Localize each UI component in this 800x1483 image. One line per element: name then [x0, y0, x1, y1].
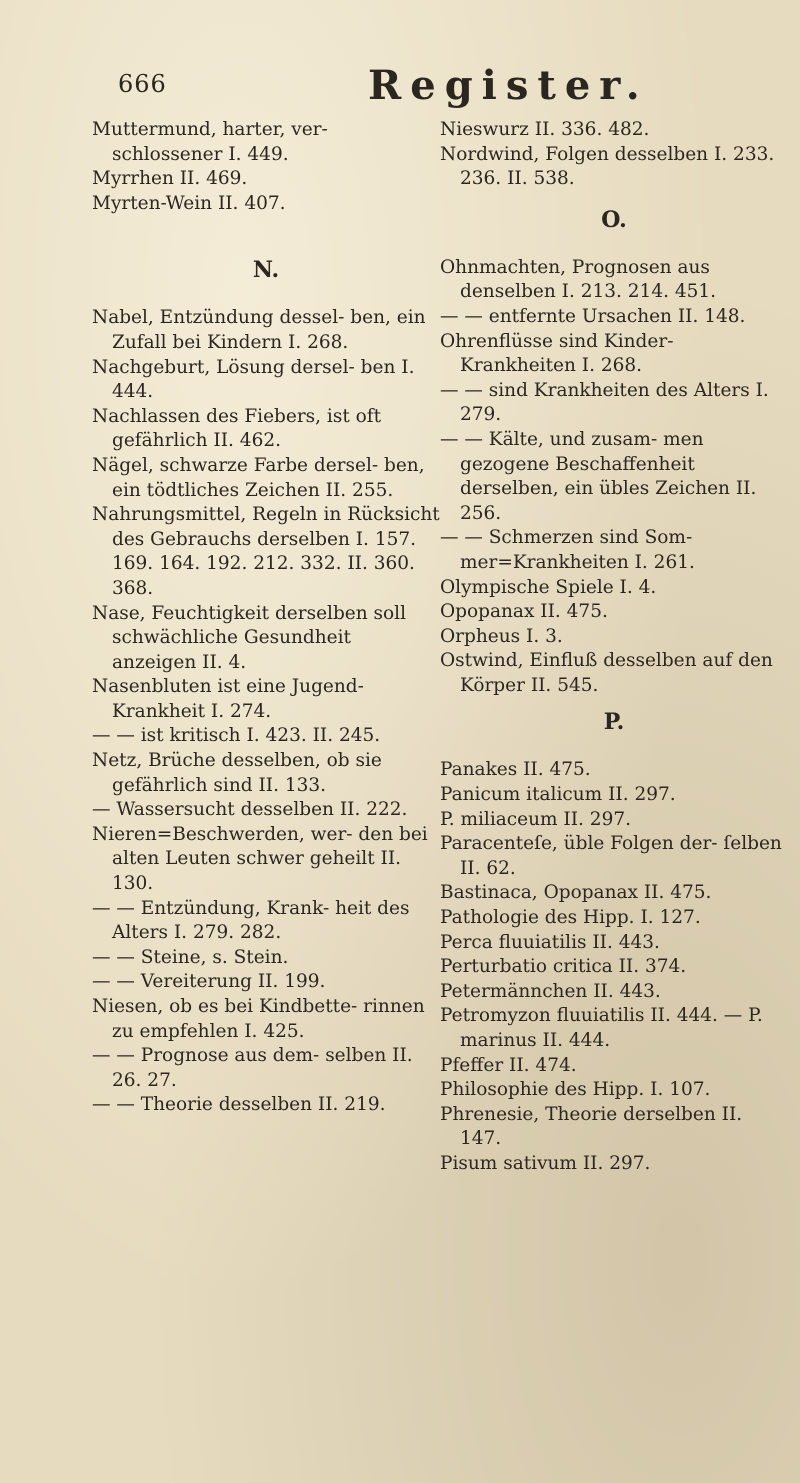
index-entry: Opopanax II. 475.	[440, 601, 608, 623]
index-entry: Olympische Spiele I. 4.	[440, 576, 657, 598]
index-entry: Nase, Feuchtigkeit derselben soll schwächliche Gesundheit anzeigen II. 4.	[92, 602, 407, 673]
index-entry: — — ist kritisch I. 423. II. 245.	[92, 725, 381, 747]
index-entry: Paracenteſe, üble Folgen der- ſelben II. 62.	[440, 833, 782, 879]
index-entry: Nabel, Entzündung dessel- ben, ein Zufall bei Kindern I. 268.	[92, 307, 426, 353]
index-entry: Niesen, ob es bei Kindbette- rinnen zu empfehlen I. 425.	[92, 996, 425, 1042]
index-entry: Netz, Brüche desselben, ob sie gefährlich sind II. 133.	[92, 750, 382, 796]
index-entry: Bastinaca, Opopanax II. 475.	[440, 882, 712, 904]
section-letter-o: O.	[601, 206, 627, 233]
index-entry: Perturbatio critica II. 374.	[440, 956, 687, 978]
index-entry: Phrenesie, Theorie derselben II. 147.	[440, 1103, 743, 1150]
index-entry: — — Vereiterung II. 199.	[92, 971, 326, 993]
index-entry: Nieswurz II. 336. 482.	[440, 119, 650, 140]
index-entry: Nachlassen des Fiebers, ist oft gefährlich II. 462.	[92, 405, 382, 452]
page-number: 666	[118, 70, 167, 98]
index-entry: Ohnmachten, Prognosen aus denselben I. 213. 214. 451.	[440, 256, 717, 303]
entries-n-continued-group	[440, 118, 788, 192]
index-entry: Myrrhen II. 469.	[92, 168, 248, 190]
entries-n-group	[92, 306, 440, 1118]
index-entry: P. miliaceum II. 297.	[440, 808, 631, 830]
index-entry: — — entfernte Ursachen II. 148.	[440, 305, 746, 327]
index-entry: Petromyzon fluuiatilis II. 444. — P. marinus II. 444.	[440, 1005, 763, 1051]
index-entry: — — Steine, s. Stein.	[92, 946, 289, 968]
index-entry: Ostwind, Einfluß desselben auf den Körper II. 545.	[440, 650, 773, 696]
index-entry: — — sind Krankheiten des Alters I. 279.	[440, 379, 769, 426]
index-entry: Orpheus I. 3.	[440, 625, 563, 647]
index-entry: Nahrungsmittel, Regeln in Rücksicht des Gebrauchs derselben I. 157. 169. 164. 192. 212. 332. II. 360. 368.	[92, 504, 440, 599]
entries-o-group	[440, 256, 788, 699]
index-entry: Nachgeburt, Lösung dersel- ben I. 444.	[92, 356, 415, 403]
page-header	[0, 62, 800, 112]
index-entry: Panakes II. 475.	[440, 759, 591, 781]
index-entry: — — Prognose aus dem- selben II. 26. 27.	[92, 1045, 413, 1091]
running-title: Register.	[368, 62, 649, 109]
index-entry: Panicum italicum II. 297.	[440, 784, 676, 806]
index-entry: Pfeffer II. 474.	[440, 1054, 577, 1076]
index-entry: Philosophie des Hipp. I. 107.	[440, 1079, 711, 1101]
index-entry: — — Entzündung, Krank- heit des Alters I. 279. 282.	[92, 897, 410, 944]
index-entry: — Wassersucht desselben II. 222.	[92, 799, 408, 821]
index-entry: Perca fluuiatilis II. 443.	[440, 931, 660, 953]
index-entry: Petermännchen II. 443.	[440, 980, 661, 1002]
section-letter-p: P.	[603, 709, 625, 736]
left-column	[92, 118, 440, 1118]
index-entry: Muttermund, harter, ver- schlossener I. 449.	[92, 119, 328, 165]
index-entry: — — Kälte, und zusam- men gezogene Beschaffenheit derselben, ein übles Zeichen II. 256.	[440, 428, 757, 524]
entries-m-group	[92, 118, 440, 216]
index-entry: Ohrenflüsse sind Kinder- Krankheiten I. 268.	[440, 330, 674, 377]
index-entry: Pathologie des Hipp. I. 127.	[440, 907, 701, 929]
right-column	[440, 118, 788, 1177]
index-entry: — — Schmerzen sind Som- mer=Krankheiten I. 261.	[440, 527, 695, 573]
entries-p-group	[440, 758, 788, 1176]
section-letter-n: N.	[252, 257, 280, 284]
index-entry: Nasenbluten ist eine Jugend- Krankheit I. 274.	[92, 676, 364, 722]
index-entry: Nieren=Beschwerden, wer- den bei alten Leuten schwer geheilt II. 130.	[92, 823, 428, 895]
index-entry: — — Theorie desselben II. 219.	[92, 1094, 386, 1116]
index-entry: Myrten-Wein II. 407.	[92, 192, 286, 214]
index-entry: Nordwind, Folgen desselben I. 233. 236. II. 538.	[440, 143, 775, 190]
index-entry: Pisum sativum II. 297.	[440, 1152, 651, 1174]
index-entry: Nägel, schwarze Farbe dersel- ben, ein tödtliches Zeichen II. 255.	[92, 454, 425, 501]
